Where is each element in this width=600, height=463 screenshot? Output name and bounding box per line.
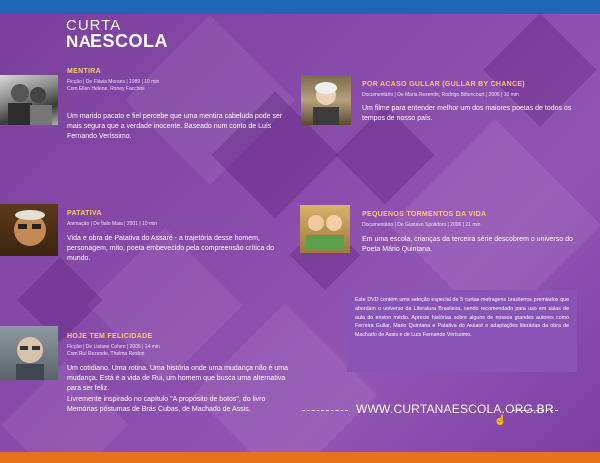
film-description: Um filme para entender melhor um dos maiores poetas de todos os tempos de nosso país. <box>362 105 572 122</box>
film-description: Um marido pacato e fiel percebe que uma mentira cabeluda pode ser mais segura que a verdade inocente. Baseado num conto de Luís Fernando Veríssimo. <box>67 113 283 140</box>
hand-cursor-icon: ☝ <box>494 415 507 426</box>
bottom-bar <box>0 452 600 463</box>
logo-escola: ESCOLA <box>90 31 169 51</box>
film-title: MENTIRA <box>67 68 101 75</box>
top-bar <box>0 0 600 14</box>
dotted-divider-left <box>302 410 348 411</box>
film-thumbnail-pequenos-tormentos <box>300 205 350 253</box>
dvd-info-box: Este DVD contém uma seleção especial de 5 curtas-metragens brasileiros premiados que abordam o universo da Literatura Brasileira, sendo recomendado para uso em salas de aula do ensino médio. Aprecie histórias sobre alguns de nossos grandes autores como Ferreira Gullar, Mario Quintana e Patativa do Assaré e adaptações literárias da obra de Machado de Assis e de Luís Fernando Veríssimo. <box>347 290 577 372</box>
logo-curta: CURTA <box>66 17 122 34</box>
film-meta: Ficção | De Flávia Moraes | 1989 | 10 min <box>67 79 160 85</box>
film-description: Em uma escola, crianças da terceira série descobrem o universo do Poeta Mário Quintana. <box>362 236 573 253</box>
children-reading-icon <box>300 205 350 253</box>
film-title: PATATIVA <box>67 210 102 217</box>
man-glasses-portrait-icon <box>0 326 58 380</box>
film-thumbnail-mentira <box>0 75 58 125</box>
film-title: PEQUENOS TORMENTOS DA VIDA <box>362 211 487 218</box>
film-description-extra: Livremente inspirado no capítulo "A propósito de botos", do livro Memórias póstumas de Brás Cubas, de Machado de Assis. <box>67 396 266 413</box>
man-portrait-icon <box>301 75 351 125</box>
couple-photo-icon <box>0 75 58 125</box>
film-thumbnail-hoje-tem-felicidade <box>0 326 58 380</box>
film-meta: Ficção | De Lisiane Cohen | 2005 | 14 min <box>67 344 160 350</box>
old-man-portrait-icon <box>0 204 58 256</box>
film-thumbnail-por-acaso-gullar <box>301 75 351 125</box>
film-title: HOJE TEM FELICIDADE <box>67 333 153 340</box>
website-link[interactable]: WWW.CURTANAESCOLA.ORG.BR <box>356 402 554 416</box>
film-meta: Documentário | De Maria Rezende, Rodrigo Bittencourt | 2006 | 10 min <box>362 92 519 98</box>
dotted-divider-right <box>512 410 558 411</box>
film-thumbnail-patativa <box>0 204 58 256</box>
film-title: POR ACASO GULLAR (GULLAR BY CHANCE) <box>362 81 525 88</box>
film-description: Um cotidiano. Uma rotina. Uma história onde uma mudança não é uma mudança. Está é a vida de Rui, um homem que busca uma alternativa para ser feliz. <box>67 365 288 392</box>
film-cast: Com Rui Rezende, Thelma Reston <box>67 351 145 357</box>
film-meta: Documentário | De Gustavo Spolidoro | 2006 | 21 min <box>362 222 481 228</box>
film-meta: Animação | De Ítalo Maia | 2001 | 10 min <box>67 221 158 227</box>
film-cast: Com Ellen Helene, Roney Facchini <box>67 86 145 92</box>
website-link-area <box>302 399 562 426</box>
film-description: Vida e obra de Patativa do Assaré - a trajetória desse homem, personagem, mito, poeta embevecido pela compreensão crítica do mundo. <box>67 235 275 262</box>
logo-na: NA <box>66 32 92 51</box>
